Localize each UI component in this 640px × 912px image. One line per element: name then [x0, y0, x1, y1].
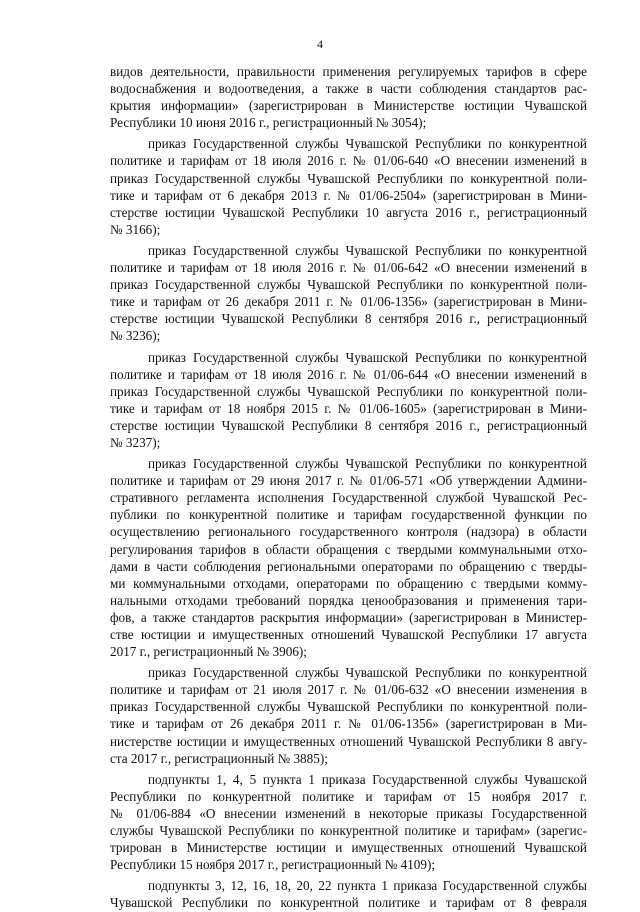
text-line: тике и тарифам от 6 декабря 2013 г. № 01/06-2504» (зарегистрирован в Мини- — [110, 187, 587, 203]
text-line: подпункты 3, 12, 16, 18, 20, 22 пункта 1 приказа Государственной службы — [148, 878, 587, 894]
text-line: стерстве юстиции Чувашской Республики 10 августа 2016 г., регистрационный — [110, 204, 587, 220]
text-line: приказ Государственной службы Чувашской Республики по конкурентной — [148, 665, 587, 681]
text-line: Республики 10 июня 2016 г., регистрационный № 3054); — [110, 115, 427, 131]
text-line: № 01/06-884 «О внесении изменений в некоторые приказы Государственной — [110, 805, 587, 821]
paragraph — [110, 349, 587, 452]
text-line: приказ Государственной службы Чувашской Республики по конкурентной поли- — [110, 170, 587, 186]
paragraph — [110, 135, 587, 238]
text-line: регулирования тарифов в области обращения с твердыми коммунальными отхо- — [110, 541, 587, 557]
text-line: подпункты 1, 4, 5 пункта 1 приказа Государственной службы Чувашской — [148, 771, 587, 787]
text-line: № 3237); — [110, 434, 161, 450]
text-line: стративного регламента исполнения Государственной службой Чувашской Рес- — [110, 490, 587, 506]
text-line: политике и тарифам от 29 июня 2017 г. № 01/06-571 «Об утверждении Админи- — [110, 473, 587, 489]
text-line: политике и тарифам от 18 июля 2016 г. № 01/06-644 «О внесении изменений в — [110, 366, 587, 382]
text-line: тике и тарифам от 26 декабря 2011 г. № 01/06-1356» (зарегистрирован в Ми- — [110, 716, 587, 732]
text-line: Чувашской Республики по конкурентной политике и тарифам от 8 февраля — [110, 895, 587, 911]
text-line: осуществлению регионального государственного контроля (надзора) в области — [110, 524, 587, 540]
text-line: фов, а также стандартов раскрытия информации» (зарегистрирован в Министер- — [110, 609, 587, 625]
text-line: политике и тарифам от 18 июля 2016 г. № 01/06-642 «О внесении изменений в — [110, 260, 587, 276]
paragraph — [110, 455, 587, 660]
text-line: 2017 г., регистрационный № 3906); — [110, 644, 307, 660]
text-line: стве юстиции и имущественных отношений Чувашской Республики 17 августа — [110, 627, 587, 642]
text-line: тике и тарифам от 18 ноября 2015 г. № 01/06-1605» (зарегистрирован в Мини- — [110, 400, 587, 416]
text-line: публики по конкурентной политике и тарифам государственной функции по — [110, 507, 587, 523]
text-line: приказ Государственной службы Чувашской Республики по конкурентной — [148, 136, 587, 152]
text-line: ста 2017 г., регистрационный № 3885); — [110, 750, 328, 766]
text-line: № 3236); — [110, 328, 161, 344]
text-line: № 3166); — [110, 221, 161, 237]
text-line: Республики по конкурентной политике и тарифам от 15 ноября 2017 г. — [110, 788, 587, 804]
paragraph — [110, 877, 587, 911]
document-body — [110, 63, 587, 912]
text-line: приказ Государственной службы Чувашской Республики по конкурентной — [148, 456, 587, 472]
paragraph — [110, 771, 587, 874]
text-line: политике и тарифам от 21 июля 2017 г. № 01/06-632 «О внесении изменения в — [110, 682, 587, 698]
text-line: видов деятельности, правильности применения регулируемых тарифов в сфере — [110, 64, 587, 79]
text-line: нальными отходами требований порядка ценообразования и применения тари- — [110, 592, 587, 608]
text-line: приказ Государственной службы Чувашской Республики по конкурентной поли- — [110, 277, 587, 293]
paragraph — [110, 63, 587, 131]
page-number: 4 — [317, 37, 323, 51]
text-line: приказ Государственной службы Чувашской Республики по конкурентной — [148, 349, 587, 365]
paragraph — [110, 242, 587, 345]
text-line: крытия информации» (зарегистрирован в Министерстве юстиции Чувашской — [110, 98, 587, 114]
paragraph — [110, 664, 587, 767]
text-line: приказ Государственной службы Чувашской Республики по конкурентной поли- — [110, 699, 587, 715]
text-line: службы Чувашской Республики по конкурентной политике и тарифам» (зарегис- — [110, 823, 587, 839]
text-line: дами в части соблюдения региональными операторами по обращению с тверды- — [110, 558, 587, 574]
text-line: нистерстве юстиции и имущественных отношений Чувашской Республики 8 авгу- — [110, 733, 587, 749]
text-line: стерстве юстиции Чувашской Республики 8 сентября 2016 г., регистрационный — [110, 311, 587, 327]
text-line: стерстве юстиции Чувашской Республики 8 сентября 2016 г., регистрационный — [110, 417, 587, 433]
text-line: тике и тарифам от 26 декабря 2011 г. № 01/06-1356» (зарегистрирован в Мини- — [110, 294, 587, 310]
text-line: Республики 15 ноября 2017 г., регистрационный № 4109); — [110, 857, 436, 873]
text-line: политике и тарифам от 18 июля 2016 г. № 01/06-640 «О внесении изменений в — [110, 153, 587, 169]
text-line: приказ Государственной службы Чувашской Республики по конкурентной — [148, 242, 587, 258]
text-line: трирован в Министерстве юстиции и имущественных отношений Чувашской — [110, 840, 587, 856]
text-line: водоснабжения и водоотведения, а также в части соблюдения стандартов рас- — [110, 81, 587, 97]
text-line: ми коммунальными отходами, операторами по обращению с твердыми комму- — [110, 575, 587, 591]
text-line: приказ Государственной службы Чувашской Республики по конкурентной поли- — [110, 383, 587, 399]
